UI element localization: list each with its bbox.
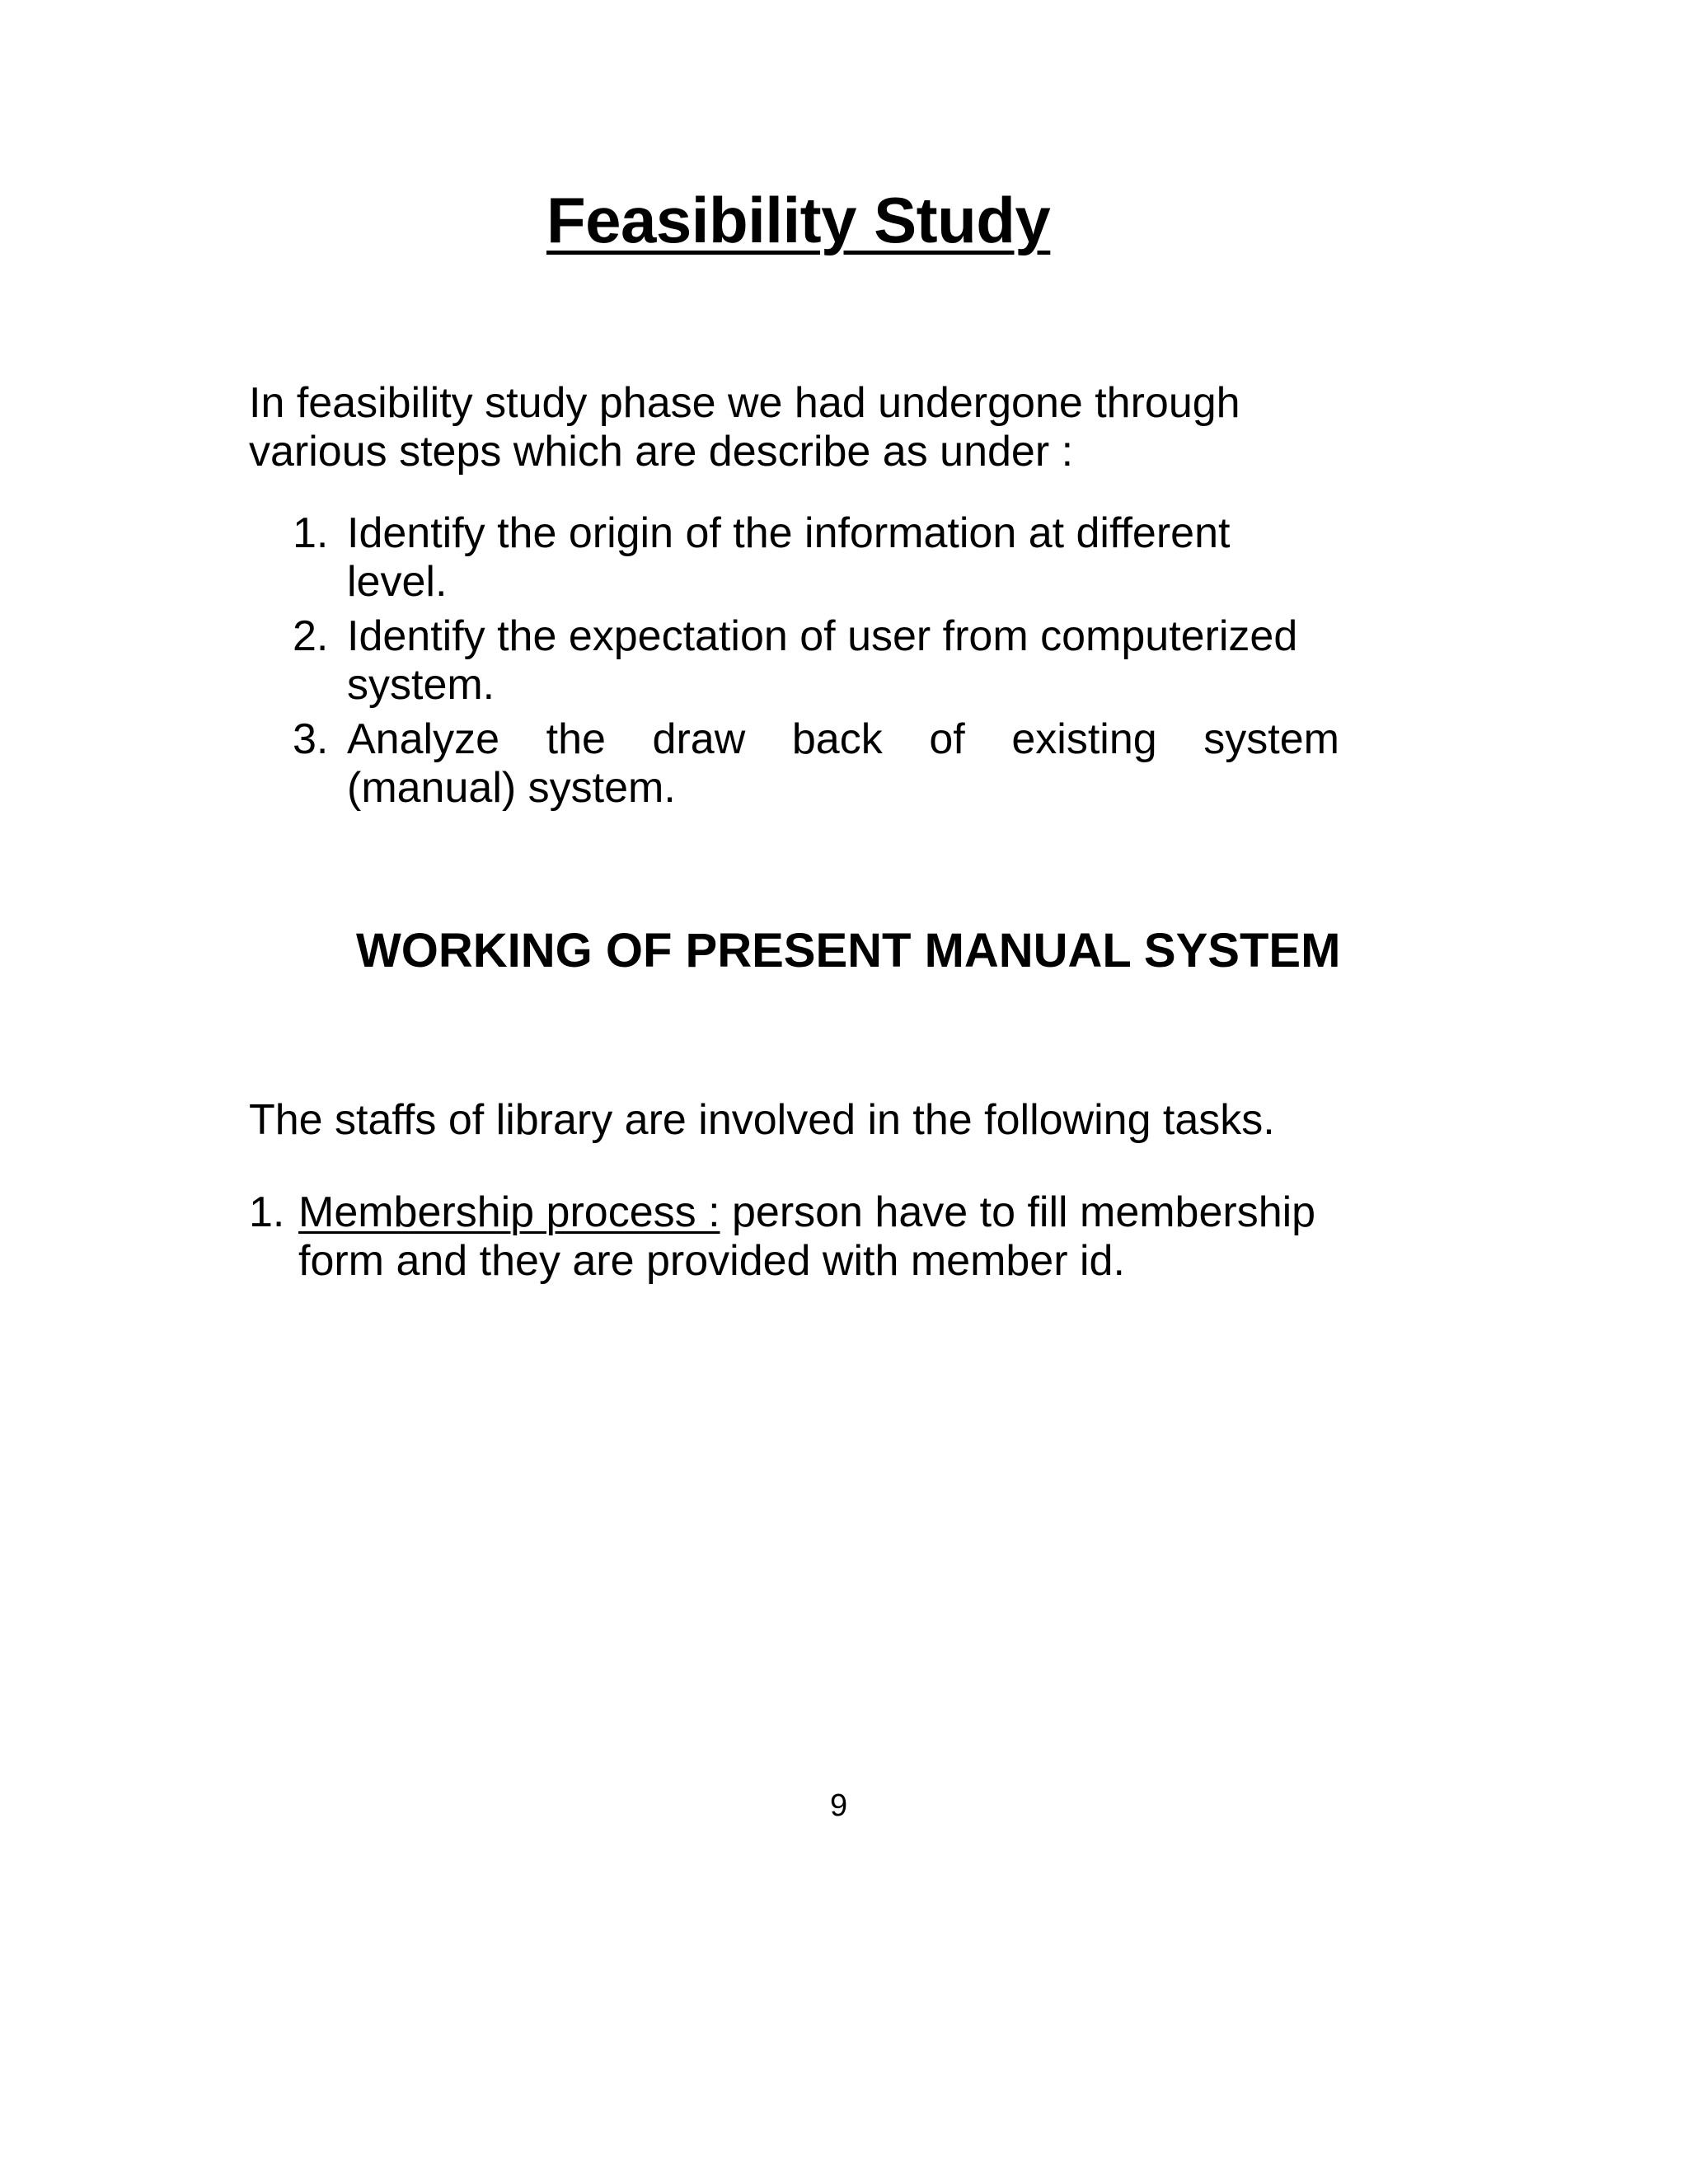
intro-paragraph: [249, 379, 1240, 476]
list-item: [293, 715, 1339, 813]
intro-line: In feasibility study phase we had undergone through: [249, 379, 1240, 427]
list-item-text: form and they are provided with member id.: [298, 1237, 1125, 1285]
list-item-number: 3.: [293, 715, 329, 763]
staff-intro-paragraph: The staffs of library are involved in the following tasks.: [249, 1096, 1275, 1144]
feasibility-steps-list: [293, 509, 1339, 818]
list-item-text: system.: [347, 661, 495, 709]
list-item: [249, 1188, 1386, 1286]
staff-tasks-list: [249, 1188, 1386, 1286]
list-item-number: 1.: [249, 1188, 285, 1236]
section-heading: WORKING OF PRESENT MANUAL SYSTEM: [356, 924, 1341, 977]
list-item-text: Identify the origin of the information at different level.: [347, 509, 1231, 606]
list-item-text: Analyze the draw back of existing system: [347, 715, 1339, 763]
page-title: Feasibility Study: [546, 184, 1051, 256]
page-number: 9: [830, 1788, 848, 1823]
list-item-text: person have to fill membership: [720, 1188, 1316, 1236]
intro-line: various steps which are describe as under :: [249, 428, 1074, 476]
list-item-text: Identify the expectation of user from computerized: [347, 612, 1298, 660]
list-item-number: 2.: [293, 612, 329, 660]
list-item: [293, 612, 1339, 710]
list-item-text: (manual) system.: [347, 764, 676, 812]
task-label: Membership process :: [298, 1188, 720, 1236]
list-item-number: 1.: [293, 509, 329, 557]
list-item: [293, 509, 1339, 607]
